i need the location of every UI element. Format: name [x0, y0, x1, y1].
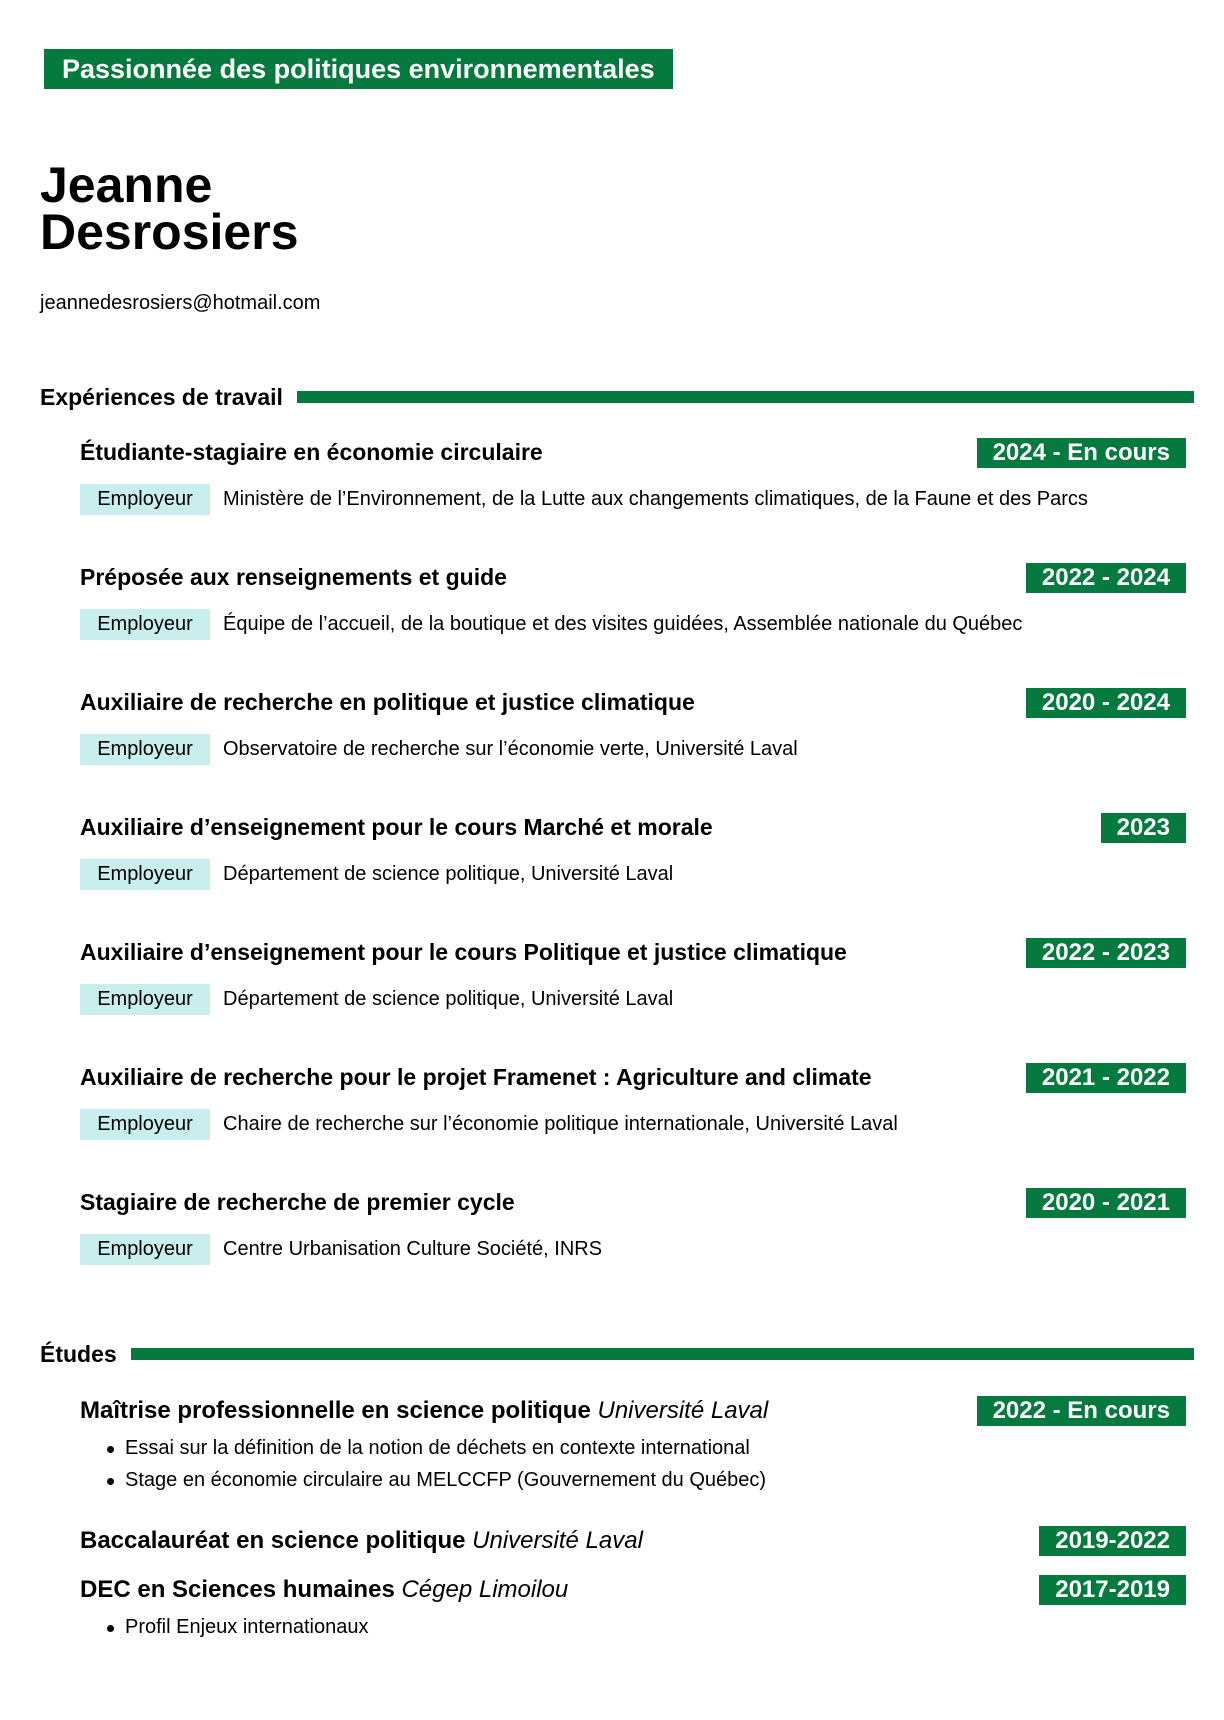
job-title: Auxiliaire d’enseignement pour le cours Marché et morale	[80, 814, 713, 840]
job-entry	[80, 688, 1186, 765]
education-entry	[80, 1396, 1186, 1496]
date-badge: 2022 - En cours	[977, 1396, 1186, 1426]
employer-label: Employeur	[80, 859, 210, 890]
employer-label: Employeur	[80, 984, 210, 1015]
employer-name: Observatoire de recherche sur l’économie verte, Université Laval	[223, 738, 798, 760]
degree-name: Baccalauréat en science politique	[80, 1527, 466, 1554]
degree-line	[80, 1396, 768, 1426]
detail-list	[80, 1432, 1186, 1496]
date-badge: 2021 - 2022	[1026, 1063, 1186, 1093]
date-badge: 2023	[1101, 813, 1186, 843]
degree-line	[80, 1526, 643, 1556]
first-name: Jeanne	[40, 157, 213, 213]
section-divider	[297, 391, 1194, 403]
date-badge: 2020 - 2024	[1026, 688, 1186, 718]
employer-label: Employeur	[80, 609, 210, 640]
job-entry	[80, 1063, 1186, 1140]
degree-line	[80, 1575, 568, 1605]
education-section-title: Études	[40, 1340, 117, 1367]
job-title: Auxiliaire d’enseignement pour le cours Politique et justice climatique	[80, 939, 847, 965]
job-title: Auxiliaire de recherche pour le projet Framenet : Agriculture and climate	[80, 1064, 872, 1090]
date-badge: 2024 - En cours	[977, 438, 1186, 468]
email-address: jeannedesrosiers@hotmail.com	[40, 292, 321, 314]
education-entry	[80, 1575, 1186, 1643]
list-item: Essai sur la définition de la notion de déchets en contexte international	[80, 1432, 1186, 1464]
employer-label: Employeur	[80, 1234, 210, 1265]
job-entry	[80, 1188, 1186, 1265]
job-title: Stagiaire de recherche de premier cycle	[80, 1189, 515, 1215]
employer-name: Ministère de l’Environnement, de la Lutte aux changements climatiques, de la Faune et des Parcs	[223, 488, 1088, 510]
job-entry	[80, 563, 1186, 640]
school-name: Université Laval	[597, 1397, 769, 1424]
degree-name: DEC en Sciences humaines	[80, 1576, 395, 1603]
job-entry	[80, 938, 1186, 1015]
employer-label: Employeur	[80, 1109, 210, 1140]
date-badge: 2022 - 2024	[1026, 563, 1186, 593]
experience-section-title: Expériences de travail	[40, 383, 283, 410]
degree-name: Maîtrise professionnelle en science politique	[80, 1397, 591, 1424]
section-divider	[131, 1348, 1194, 1360]
date-badge: 2017-2019	[1039, 1575, 1186, 1605]
employer-name: Département de science politique, Université Laval	[223, 988, 674, 1010]
full-name	[40, 157, 299, 260]
list-item: Stage en économie circulaire au MELCCFP (Gouvernement du Québec)	[80, 1464, 1186, 1496]
job-entry	[80, 438, 1186, 515]
last-name: Desrosiers	[40, 204, 299, 260]
experience-section-header	[40, 382, 1194, 412]
job-title: Préposée aux renseignements et guide	[80, 564, 507, 590]
school-name: Université Laval	[472, 1527, 643, 1554]
date-badge: 2019-2022	[1039, 1526, 1186, 1556]
education-section-header	[40, 1339, 1194, 1369]
employer-name: Chaire de recherche sur l’économie politique internationale, Université Laval	[223, 1113, 898, 1135]
employer-name: Centre Urbanisation Culture Société, INRS	[223, 1238, 603, 1260]
school-name: Cégep Limoilou	[401, 1576, 569, 1603]
job-title: Auxiliaire de recherche en politique et justice climatique	[80, 689, 695, 715]
date-badge: 2020 - 2021	[1026, 1188, 1186, 1218]
employer-label: Employeur	[80, 734, 210, 765]
education-entry	[80, 1526, 1186, 1556]
detail-list	[80, 1611, 1186, 1643]
employer-label: Employeur	[80, 484, 210, 515]
tagline-banner: Passionnée des politiques environnementales	[44, 49, 673, 89]
date-badge: 2022 - 2023	[1026, 938, 1186, 968]
employer-name: Équipe de l’accueil, de la boutique et des visites guidées, Assemblée nationale du Québec	[223, 613, 1023, 635]
job-entry	[80, 813, 1186, 890]
list-item: Profil Enjeux internationaux	[80, 1611, 1186, 1643]
job-title: Étudiante-stagiaire en économie circulaire	[80, 439, 543, 465]
employer-name: Département de science politique, Université Laval	[223, 863, 674, 885]
